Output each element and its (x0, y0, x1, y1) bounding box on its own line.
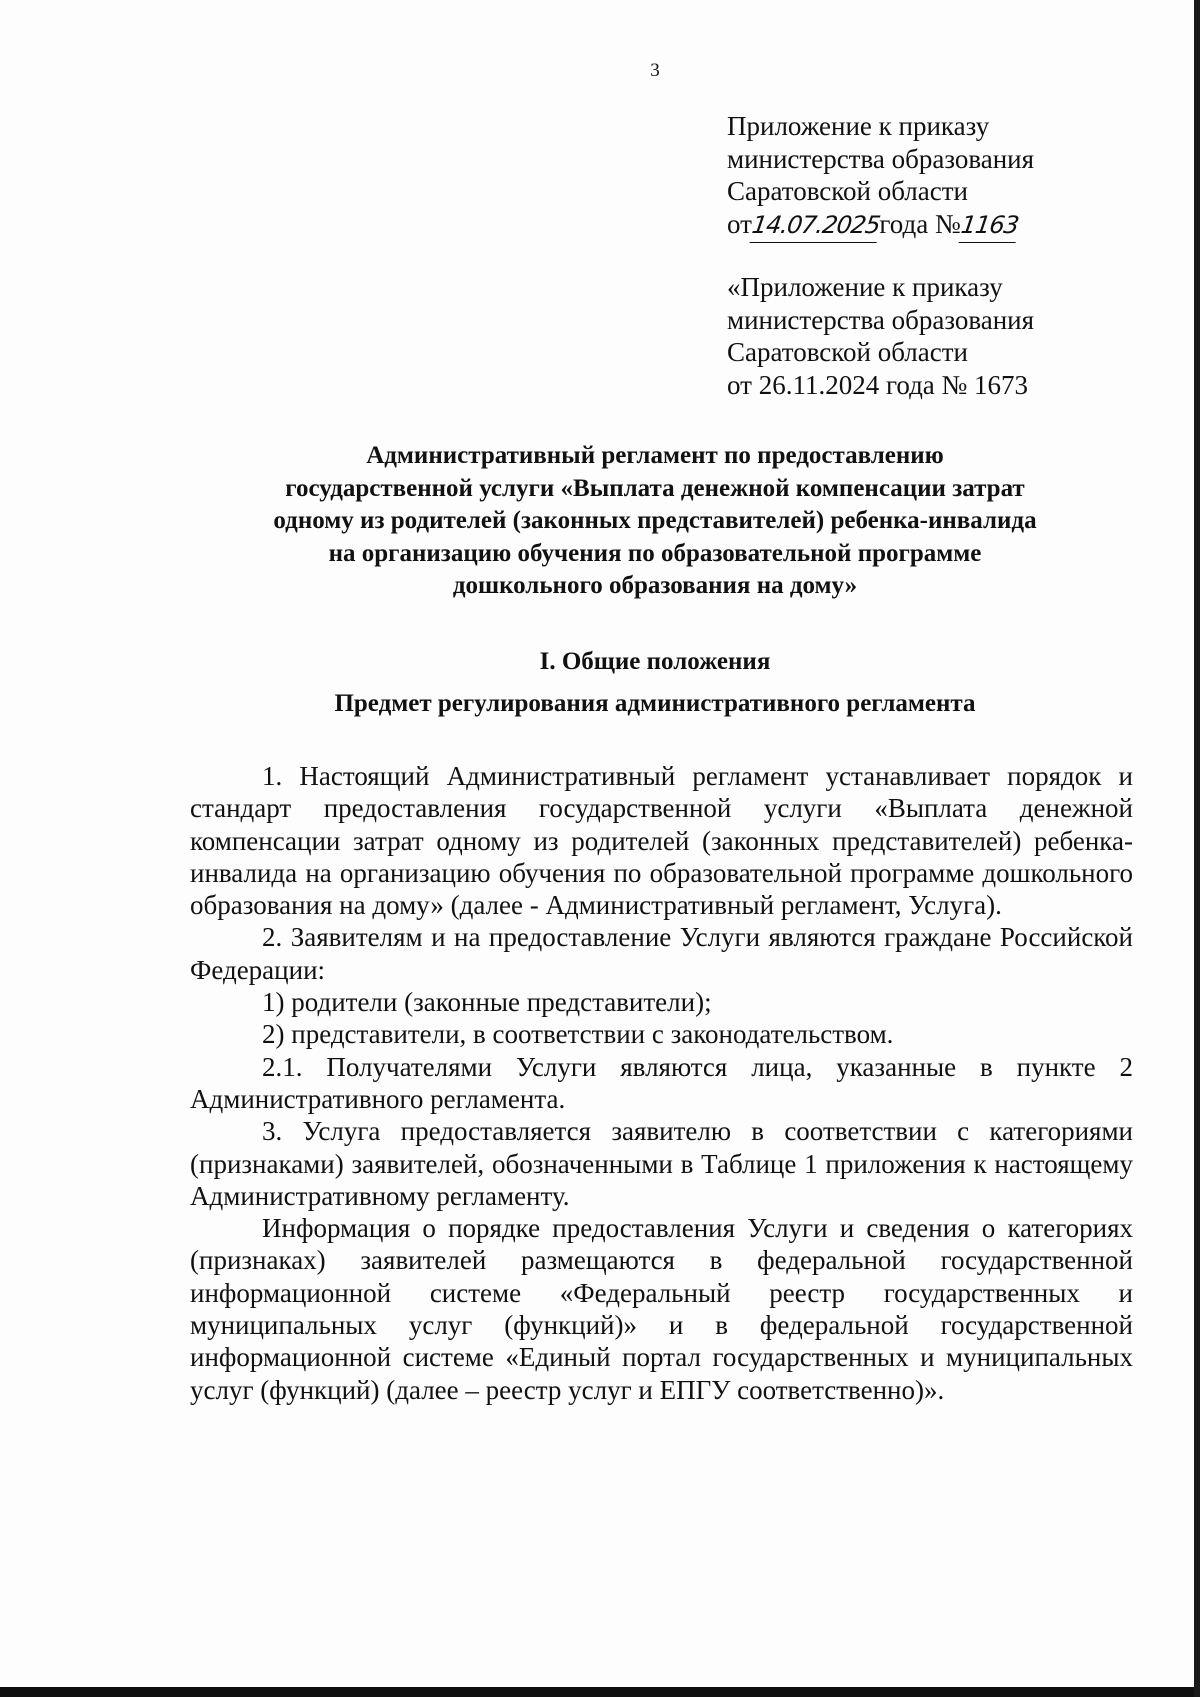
annex-line: «Приложение к приказу (727, 272, 1003, 302)
annex-line: Саратовской области (727, 337, 968, 367)
document-title (180, 440, 1130, 603)
annex-line: министерства образования (727, 143, 1035, 174)
body-text (190, 760, 1133, 1406)
paragraph: Информация о порядке предоставления Услуги и сведения о категориях (признаках) заявителей размещаются в федеральной государственной информационной системе «Федеральный реестр государственных и муниципальных услуг (функций)» и в федеральной государственной информационной системе «Единый портал государственных и муниципальных услуг (функций) (далее – реестр услуг и ЕПГУ соответственно)». (190, 1213, 1133, 1405)
page-number: 3 (650, 60, 660, 81)
annex-date-line (727, 208, 1034, 243)
subsection-heading: Предмет регулирования административного регламента (334, 690, 976, 717)
title-line: Административный регламент по предоставлению (366, 442, 944, 469)
paragraph: 1. Настоящий Административный регламент устанавливает порядок и стандарт предоставления государственной услуги «Выплата денежной компенсации затрат одному из родителей (законных представителей) ребенка-инвалида на организацию обучения по образовательной программе дошкольного образования на дому» (далее - Административный регламент, Услуга). (190, 761, 1133, 921)
scan-right-edge (1194, 0, 1200, 1697)
annex-number-sign: № (934, 208, 961, 239)
annex-line: от 26.11.2024 года № 1673 (727, 369, 1029, 400)
annex-line: Приложение к приказу (727, 111, 990, 141)
paragraph: 2) представители, в соответствии с законодательством. (262, 1019, 894, 1050)
handwritten-date: 14.07.2025 (750, 209, 882, 243)
annex-line: Саратовской области (727, 176, 968, 206)
title-line: дошкольного образования на дому» (452, 572, 858, 599)
paragraph: 3. Услуга предоставляется заявителю в соответствии с категориями (признаками) заявителей, обозначенными в Таблице 1 приложения к настоящему Административному регламенту. (190, 1116, 1133, 1211)
title-line: на организацию обучения по образовательной программе (328, 539, 982, 567)
scan-bottom-edge (0, 1687, 1200, 1697)
handwritten-number: 1163 (958, 209, 1020, 243)
paragraph: 2.1. Получателями Услуги являются лица, указанные в пункте 2 Административного регламента. (190, 1051, 1133, 1114)
title-line: одному из родителей (законных представителей) ребенка-инвалида (273, 507, 1037, 534)
section-heading: I. Общие положения (539, 648, 771, 675)
annex-line: министерства образования (727, 304, 1035, 335)
paragraph: 1) родители (законные представители); (262, 987, 712, 1018)
annex-date-prefix: от (727, 208, 752, 239)
paragraph: 2. Заявителям и на предоставление Услуги являются граждане Российской Федерации: (190, 922, 1133, 985)
annex-header-original (727, 271, 1034, 401)
title-line: государственной услуги «Выплата денежной компенсации затрат (285, 474, 1025, 502)
annex-header-new (727, 110, 1034, 242)
annex-year-word: года (879, 208, 929, 239)
